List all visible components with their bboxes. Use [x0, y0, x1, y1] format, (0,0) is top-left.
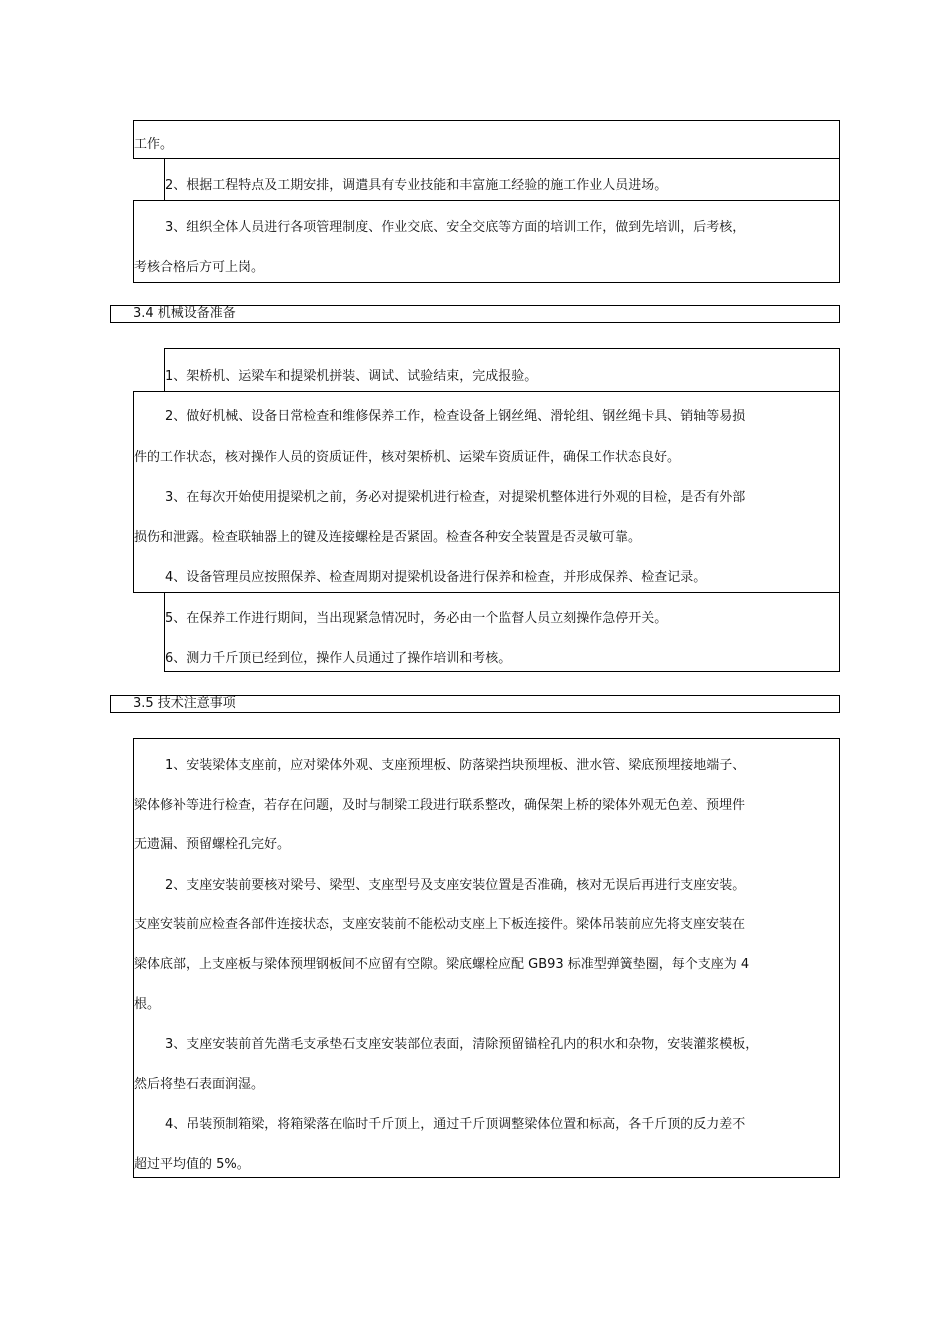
- section-3-5-heading: 3.5 技术注意事项: [110, 695, 840, 713]
- s35-line-7: 根。: [134, 997, 161, 1012]
- block1-line-3: 3、组织全体人员进行各项管理制度、作业交底、安全交底等方面的培训工作，做到先培训，后考核，: [165, 220, 746, 235]
- s34-line-4: 3、在每次开始使用提梁机之前，务必对提梁机进行检查，对提梁机整体进行外观的目检，是否有外部: [165, 490, 746, 505]
- block1-box-a: [133, 120, 840, 159]
- s35-line-1: 1、安装梁体支座前，应对梁体外观、支座预埋板、防落梁挡块预埋板、泄水管、梁底预埋接地端子、: [165, 758, 746, 773]
- s35-line-4: 2、支座安装前要核对梁号、梁型、支座型号及支座安装位置是否准确，核对无误后再进行支座安装。: [165, 878, 746, 893]
- s35-line-2: 梁体修补等进行检查，若存在问题，及时与制梁工段进行联系整改，确保架上桥的梁体外观无色差、预埋件: [134, 798, 746, 813]
- s34-line-1: 1、架桥机、运梁车和提梁机拼装、调试、试验结束，完成报验。: [165, 369, 538, 384]
- block1-line-1: 工作。: [134, 137, 174, 152]
- block1-line-2: 2、根据工程特点及工期安排，调遣具有专业技能和丰富施工经验的施工作业人员进场。: [165, 178, 668, 193]
- s35-line-5: 支座安装前应检查各部件连接状态，支座安装前不能松动支座上下板连接件。梁体吊装前应先将支座安装在: [134, 917, 746, 932]
- s35-line-8: 3、支座安装前首先凿毛支承垫石支座安装部位表面，清除预留锚栓孔内的积水和杂物，安装灌浆模板，: [165, 1037, 759, 1052]
- s34-line-3: 件的工作状态，核对操作人员的资质证件，核对架桥机、运梁车资质证件，确保工作状态良好。: [134, 450, 681, 465]
- s34-line-5: 损伤和泄露。检查联轴器上的键及连接螺栓是否紧固。检查各种安全装置是否灵敏可靠。: [134, 530, 642, 545]
- block1-line-4: 考核合格后方可上岗。: [134, 260, 265, 275]
- s35-line-9: 然后将垫石表面润湿。: [134, 1077, 265, 1092]
- s35-line-3: 无遗漏、预留螺栓孔完好。: [134, 837, 291, 852]
- s35-line-10: 4、吊装预制箱梁，将箱梁落在临时千斤顶上，通过千斤顶调整梁体位置和标高，各千斤顶的反力差不: [165, 1117, 746, 1132]
- s34-line-6: 4、设备管理员应按照保养、检查周期对提梁机设备进行保养和检查，并形成保养、检查记录。: [165, 570, 707, 585]
- s34-line-2: 2、做好机械、设备日常检查和维修保养工作，检查设备上钢丝绳、滑轮组、钢丝绳卡具、销轴等易损: [165, 409, 746, 424]
- section-3-4-heading: 3.4 机械设备准备: [110, 305, 840, 323]
- s35-line-11: 超过平均值的 5%。: [134, 1157, 250, 1172]
- s35-line-6: 梁体底部，上支座板与梁体预埋钢板间不应留有空隙。梁底螺栓应配 GB93 标准型弹簧垫圈，每个支座为 4: [134, 957, 750, 972]
- s34-line-8: 6、测力千斤顶已经到位，操作人员通过了操作培训和考核。: [165, 651, 512, 666]
- s34-line-7: 5、在保养工作进行期间，当出现紧急情况时，务必由一个监督人员立刻操作急停开关。: [165, 611, 668, 626]
